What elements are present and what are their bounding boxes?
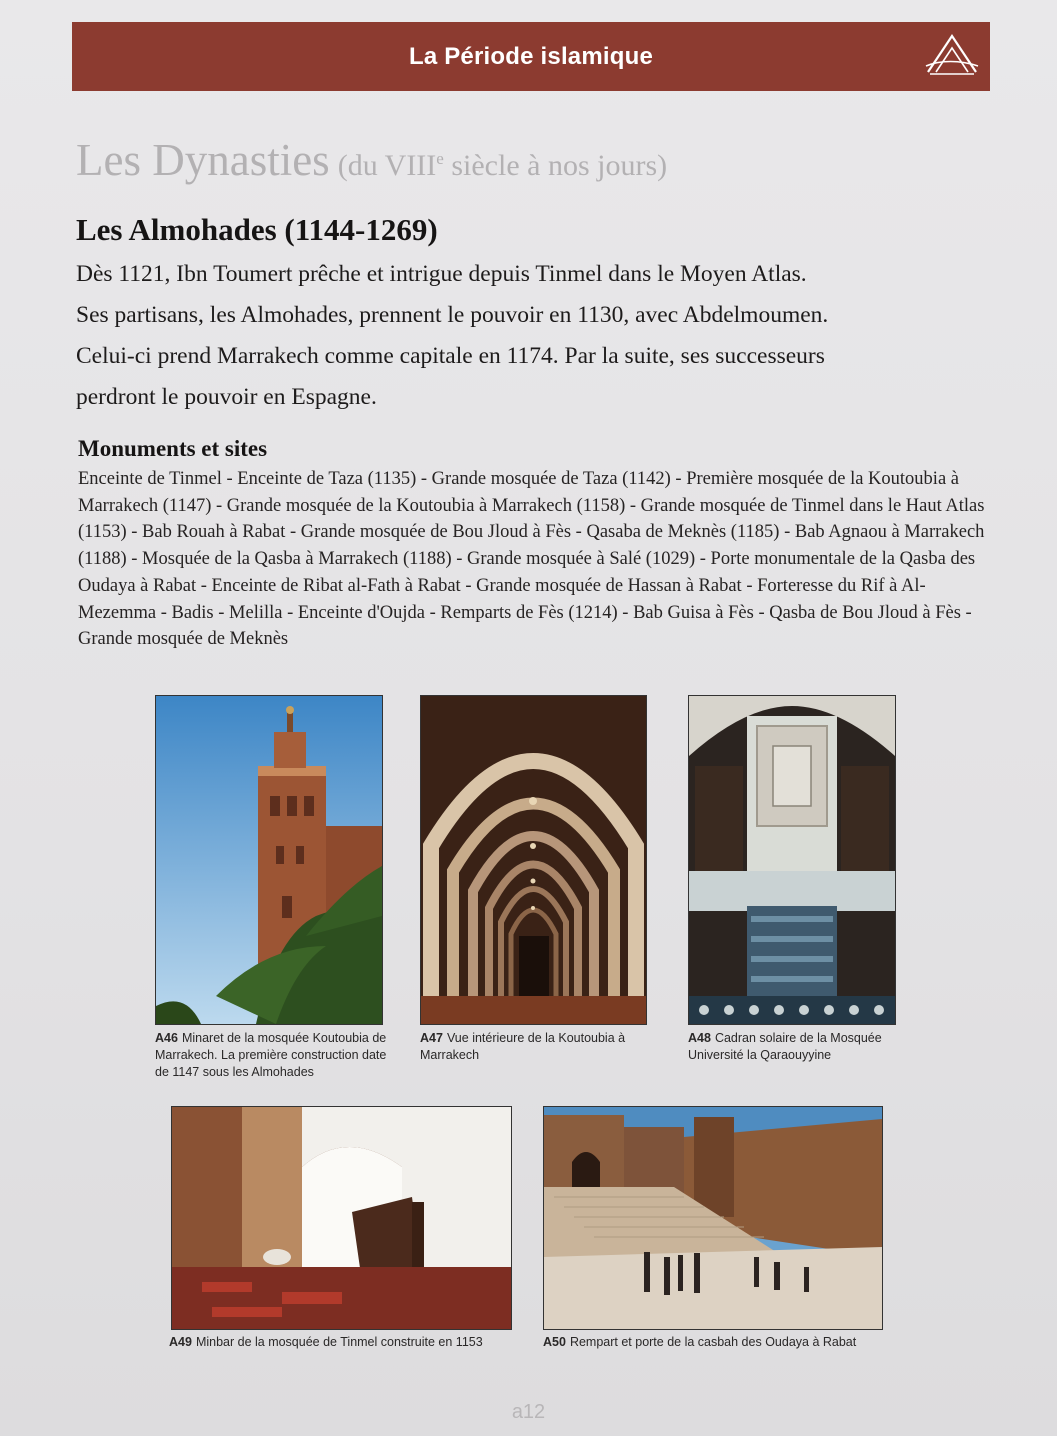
photo-minaret-koutoubia bbox=[155, 695, 383, 1025]
photo-tinmel-minbar bbox=[171, 1106, 512, 1330]
caption-a46: A46 Minaret de la mosquée Koutoubia de Marrakech. La première construction date de 1147 sous les Almohades bbox=[155, 1031, 387, 1079]
photo-qaraouyyine-sundial bbox=[688, 695, 896, 1025]
caption-a49: A49 Minbar de la mosquée de Tinmel construite en 1153 bbox=[169, 1335, 483, 1349]
monuments-list: Enceinte de Tinmel - Enceinte de Taza (1135) - Grande mosquée de Taza (1142) - Première mosquée de la Koutoubia à Marrakech (1147) - Grande mosquée de la Koutoubia à Marrakech (1158) - Grande mosquée de Tinmel dans le Haut Atlas (1153) - Bab Rouah à Rabat - Grande mosquée de Bou Jloud à Fès - Qasaba de Meknès (1185) - Bab Agnaou à Marrakech (1188) - Mosquée de la Qasba à Marrakech (1188) - Grande mosquée à Salé (1029) - Porte monumentale de la Qasba des Oudaya à Rabat - Enceinte de Ribat al-Fath à Rabat - Grande mosquée de Hassan à Rabat - Forteresse du Rif à Al-Mezemma - Badis - Melilla - Enceinte d'Oujda - Remparts de Fès (1214) - Bab Guisa à Fès - Qasba de Bou Jloud à Fès - Grande mosquée de Meknès bbox=[78, 469, 985, 650]
section-title: Les Almohades (1144-1269) bbox=[76, 212, 438, 247]
caption-a48: A48 Cadran solaire de la Mosquée Université la Qaraouyyine bbox=[688, 1031, 882, 1062]
tent-logo-icon bbox=[922, 30, 982, 80]
photo-koutoubia-interior bbox=[420, 695, 647, 1025]
header-banner bbox=[72, 22, 990, 91]
dynasties-subtitle: (du VIIIe siècle à nos jours) bbox=[337, 149, 668, 182]
page-number: a12 bbox=[511, 1401, 546, 1423]
photo-oudaya-rampart bbox=[543, 1106, 883, 1330]
caption-a50: A50 Rempart et porte de la casbah des Oudaya à Rabat bbox=[543, 1335, 857, 1349]
header-title: La Période islamique bbox=[408, 42, 654, 70]
dynasties-title: Les Dynasties (du VIIIe siècle à nos jours) bbox=[76, 135, 668, 185]
monuments-title: Monuments et sites bbox=[78, 436, 268, 461]
intro-paragraph: Dès 1121, Ibn Toumert prêche et intrigue depuis Tinmel dans le Moyen Atlas. Ses partisans, les Almohades, prennent le pouvoir en 1130, avec Abdelmoumen. Celui-ci prend Marrakech comme capitale en 1174. Par la suite, ses successeurs perdront le pouvoir en Espagne. bbox=[76, 261, 829, 410]
caption-a47: A47 Vue intérieure de la Koutoubia à Marrakech bbox=[420, 1031, 626, 1062]
